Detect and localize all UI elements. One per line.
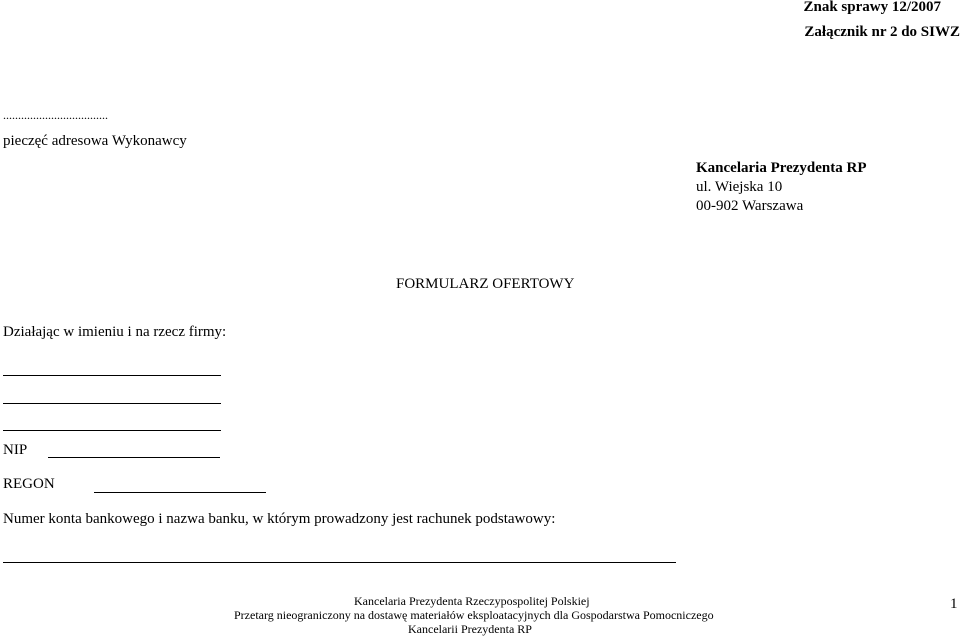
- nip-label: NIP: [3, 442, 28, 458]
- case-number: Znak sprawy 12/2007: [803, 0, 941, 15]
- bank-account-label: Numer konta bankowego i nazwa banku, w którym prowadzony jest rachunek podstawowy:: [3, 511, 556, 527]
- form-title: FORMULARZ OFERTOWY: [396, 276, 575, 292]
- footer-office-short: Kancelarii Prezydenta RP: [408, 622, 532, 636]
- regon-field-line[interactable]: [94, 492, 266, 493]
- regon-label: REGON: [3, 476, 55, 492]
- stamp-dots: ...................................: [3, 108, 108, 122]
- footer-office: Kancelaria Prezydenta Rzeczypospolitej Polskiej: [354, 594, 590, 608]
- recipient-name: Kancelaria Prezydenta RP: [696, 160, 867, 176]
- acting-on-behalf-label: Działając w imieniu i na rzecz firmy:: [3, 324, 227, 340]
- page-number: 1: [950, 596, 958, 612]
- attachment-label: Załącznik nr 2 do SIWZ: [804, 24, 960, 40]
- company-name-line-3[interactable]: [3, 430, 221, 431]
- nip-field-line[interactable]: [48, 457, 220, 458]
- company-name-line-1[interactable]: [3, 375, 221, 376]
- footer-tender: Przetarg nieograniczony na dostawę materiałów eksploatacyjnych dla Gospodarstwa Pomocniczego: [234, 608, 714, 622]
- bank-account-field-line[interactable]: [3, 562, 676, 563]
- recipient-city: 00-902 Warszawa: [696, 198, 804, 214]
- recipient-street: ul. Wiejska 10: [696, 179, 783, 195]
- company-name-line-2[interactable]: [3, 403, 221, 404]
- stamp-caption: pieczęć adresowa Wykonawcy: [3, 133, 187, 149]
